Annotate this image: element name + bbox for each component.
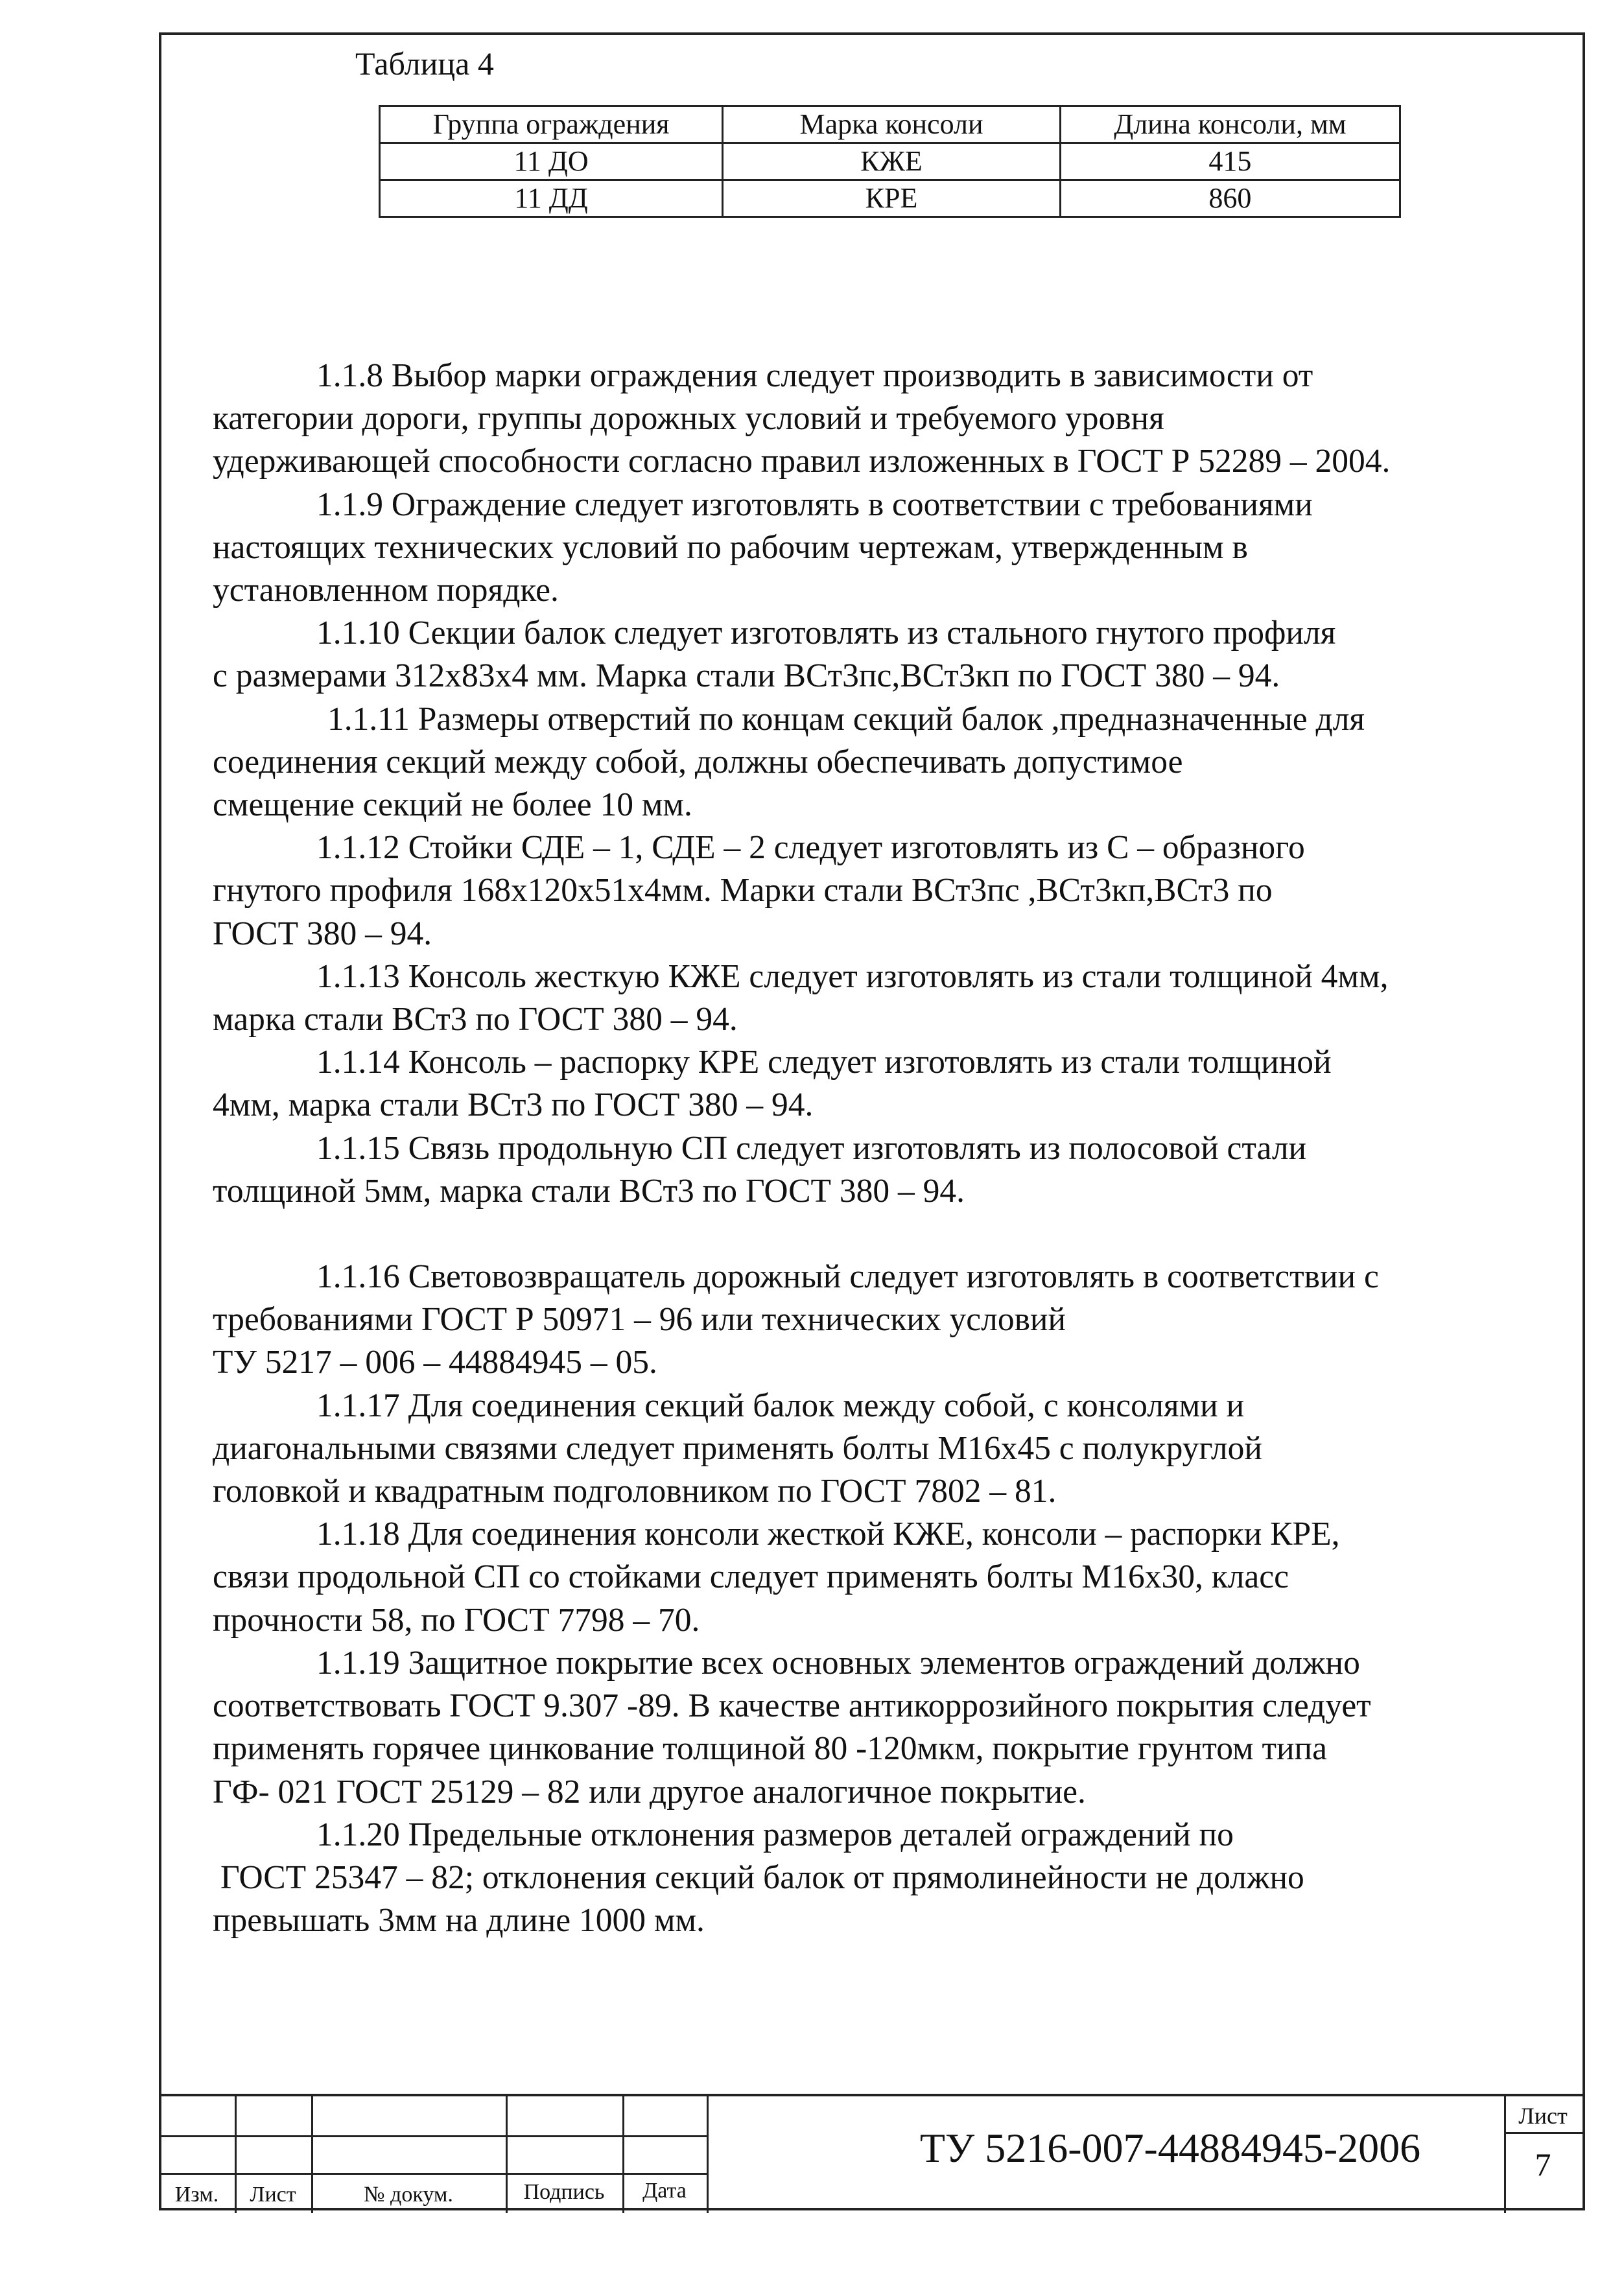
- specification-text: [213, 355, 1581, 1942]
- paragraph-line: превышать 3мм на длине 1000 мм.: [213, 1902, 705, 1939]
- paragraph-line: ТУ 5217 – 006 – 44884945 – 05.: [213, 1344, 657, 1381]
- table-row: [380, 180, 1400, 217]
- paragraph-line: 1.1.16 Световозвращатель дорожный следует изготовлять в соответствии с: [316, 1258, 1379, 1296]
- sheet-label: Лист: [1518, 2103, 1568, 2129]
- paragraph-line: толщиной 5мм, марка стали ВСт3 по ГОСТ 380 – 94.: [213, 1172, 965, 1210]
- table-cell: КЖЕ: [723, 143, 1061, 180]
- paragraph-line: настоящих технических условий по рабочим чертежам, утвержденным в: [213, 528, 1248, 566]
- column-header: Марка консоли: [723, 106, 1061, 143]
- table-caption: Таблица 4: [355, 45, 494, 82]
- paragraph-line: удерживающей способности согласно правил изложенных в ГОСТ Р 52289 – 2004.: [213, 443, 1391, 480]
- table-row: [380, 143, 1400, 180]
- paragraph-line: связи продольной СП со стойками следует применять болты М16x30, класс: [213, 1558, 1289, 1596]
- grid-line: [707, 2096, 709, 2213]
- title-block: [159, 2094, 1585, 2210]
- col-label-sheet: Лист: [250, 2183, 296, 2207]
- paragraph-line: 1.1.17 Для соединения секций балок между собой, с консолями и: [316, 1387, 1245, 1424]
- grid-line: [1504, 2132, 1585, 2134]
- paragraph-line: 1.1.11 Размеры отверстий по концам секций балок ,предназначенные для: [327, 700, 1365, 738]
- grid-line: [159, 2173, 707, 2175]
- paragraph-line: категории дороги, группы дорожных условий и требуемого уровня: [213, 400, 1164, 438]
- consoles-table: [379, 105, 1401, 218]
- paragraph-line: соединения секций между собой, должны обеспечивать допустимое: [213, 743, 1183, 780]
- col-label-signature: Подпись: [523, 2180, 605, 2204]
- paragraph-line: требованиями ГОСТ Р 50971 – 96 или технических условий: [213, 1301, 1066, 1339]
- paragraph-line: головкой и квадратным подголовником по ГОСТ 7802 – 81.: [213, 1473, 1057, 1510]
- paragraph-line: 1.1.12 Стойки СДЕ – 1, СДЕ – 2 следует изготовлять из С – образного: [316, 829, 1305, 867]
- document-code: ТУ 5216-007-44884945-2006: [919, 2125, 1421, 2171]
- grid-line: [1504, 2096, 1506, 2213]
- table-cell: КРЕ: [723, 180, 1061, 217]
- col-label-date: Дата: [642, 2179, 687, 2203]
- paragraph-line: ГОСТ 380 – 94.: [213, 915, 432, 952]
- paragraph-line: 1.1.14 Консоль – распорку КРЕ следует изготовлять из стали толщиной: [316, 1044, 1332, 1081]
- paragraph-line: 1.1.10 Секции балок следует изготовлять из стального гнутого профиля: [316, 615, 1336, 652]
- paragraph-line: смещение секций не более 10 мм.: [213, 786, 692, 824]
- paragraph-line: ГФ- 021 ГОСТ 25129 – 82 или другое аналогичное покрытие.: [213, 1773, 1086, 1810]
- paragraph-line: 1.1.20 Предельные отклонения размеров деталей ограждений по: [316, 1816, 1234, 1853]
- paragraph-line: 1.1.19 Защитное покрытие всех основных элементов ограждений должно: [316, 1644, 1360, 1682]
- paragraph-line: прочности 58, по ГОСТ 7798 – 70.: [213, 1601, 700, 1639]
- paragraph-line: соответствовать ГОСТ 9.307 -89. В качестве антикоррозийного покрытия следует: [213, 1687, 1371, 1725]
- table-cell: 860: [1060, 180, 1400, 217]
- paragraph-line: 1.1.18 Для соединения консоли жесткой КЖЕ, консоли – распорки КРЕ,: [316, 1516, 1340, 1553]
- paragraph-line: ГОСТ 25347 – 82; отклонения секций балок от прямолинейности не должно: [220, 1858, 1304, 1896]
- column-header: Группа ограждения: [380, 106, 723, 143]
- paragraph-line: с размерами 312x83x4 мм. Марка стали ВСт3пс,ВСт3кп по ГОСТ 380 – 94.: [213, 657, 1280, 695]
- blank-line: [213, 1213, 1581, 1256]
- paragraph-line: установленном порядке.: [213, 572, 559, 609]
- paragraph-line: марка стали ВСт3 по ГОСТ 380 – 94.: [213, 1001, 738, 1038]
- paragraph-line: 1.1.13 Консоль жесткую КЖЕ следует изготовлять из стали толщиной 4мм,: [316, 957, 1389, 995]
- table-cell: 415: [1060, 143, 1400, 180]
- column-header: Длина консоли, мм: [1060, 106, 1400, 143]
- sheet-number: 7: [1535, 2146, 1551, 2183]
- paragraph-line: 1.1.15 Связь продольную СП следует изготовлять из полосовой стали: [316, 1129, 1307, 1167]
- paragraph-line: 1.1.9 Ограждение следует изготовлять в соответствии с требованиями: [316, 486, 1313, 523]
- grid-line: [159, 2135, 707, 2137]
- table-cell: 11 ДД: [380, 180, 723, 217]
- paragraph-line: применять горячее цинкование толщиной 80 -120мкм, покрытие грунтом типа: [213, 1730, 1327, 1768]
- col-label-change: Изм.: [174, 2183, 219, 2207]
- paragraph-line: гнутого профиля 168x120x51x4мм. Марки стали ВСт3пс ,ВСт3кп,ВСт3 по: [213, 872, 1273, 909]
- table-header-row: [380, 106, 1400, 143]
- paragraph-line: 1.1.8 Выбор марки ограждения следует производить в зависимости от: [316, 357, 1313, 394]
- paragraph-line: диагональными связями следует применять болты М16x45 с полукруглой: [213, 1429, 1262, 1467]
- col-label-document: № докум.: [364, 2183, 453, 2207]
- paragraph-line: 4мм, марка стали ВСт3 по ГОСТ 380 – 94.: [213, 1086, 814, 1124]
- table-cell: 11 ДО: [380, 143, 723, 180]
